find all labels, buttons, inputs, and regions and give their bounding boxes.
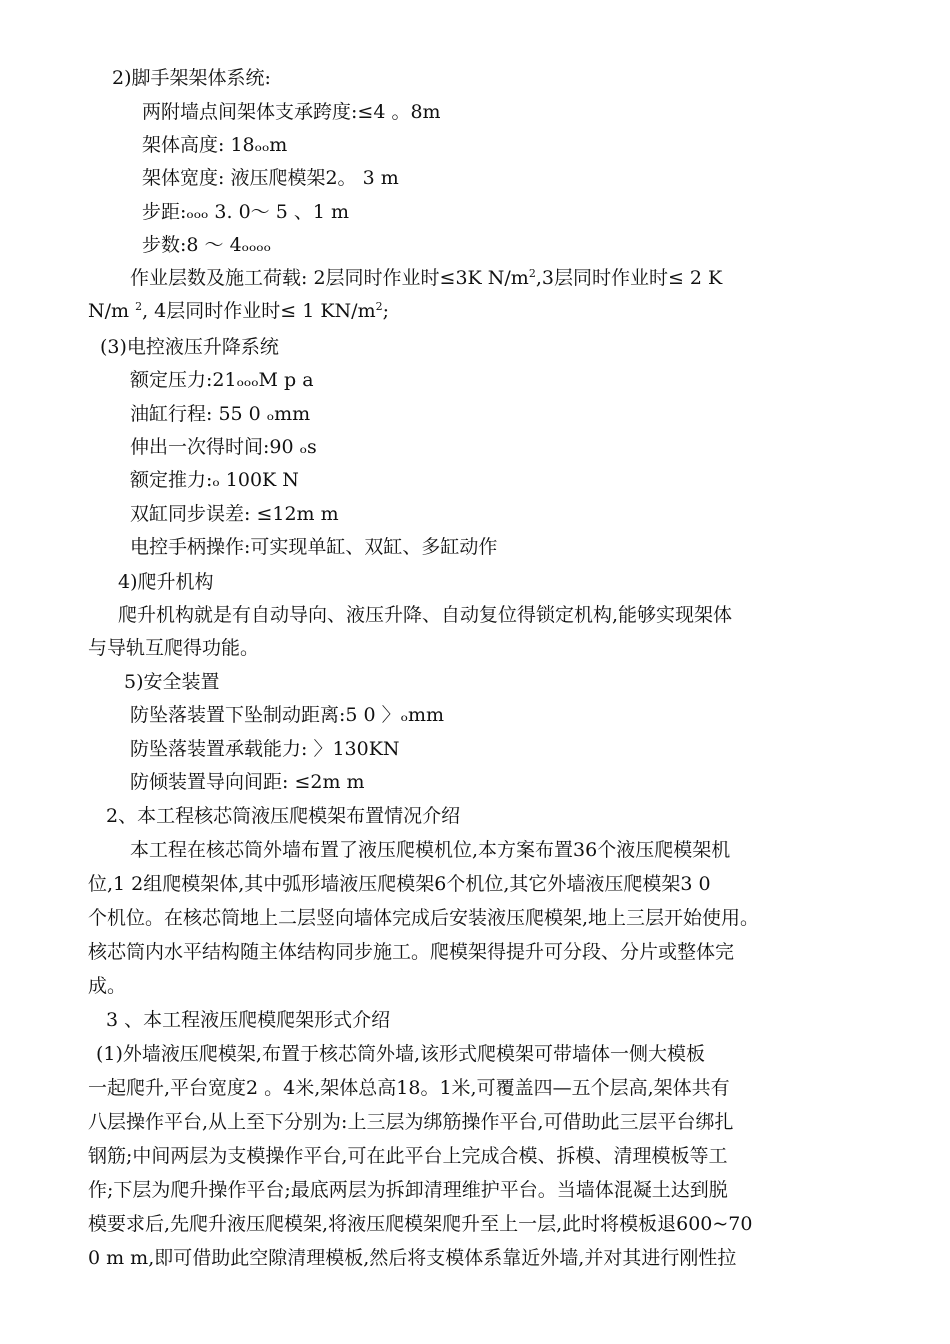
text-segment: ; — [382, 300, 389, 322]
text-line: 核芯筒内水平结构随主体结构同步施工。爬模架得提升可分段、分片或整体完 — [88, 941, 735, 963]
text-line: 个机位。在核芯筒地上二层竖向墙体完成后安装液压爬模架,地上三层开始使用。 — [88, 907, 760, 929]
text-line: 两附墙点间架体支承跨度:≤4 。8m — [142, 101, 441, 123]
text-line: 与导轨互爬得功能。 — [88, 637, 260, 659]
text-line: 0 m m,即可借助此空隙清理模板,然后将支模体系靠近外墙,并对其进行刚性拉 — [88, 1247, 737, 1269]
superscript: 2 — [375, 300, 383, 313]
text-line: 额定推力:ₒ 100K N — [130, 469, 299, 491]
text-segment: , 4层同时作业时≤ 1 KN/m — [142, 300, 376, 322]
section-heading-safety: 5)安全装置 — [124, 671, 220, 693]
section-heading-form: 3 、本工程液压爬模爬架形式介绍 — [106, 1009, 391, 1031]
text-segment: ,3层同时作业时≤ 2 K — [535, 267, 723, 289]
text-line: 防坠落装置下坠制动距离:5 0 〉ₒmm — [130, 704, 445, 726]
text-line: 伸出一次得时间:90 ₒs — [130, 436, 317, 458]
text-segment: N/m — [88, 300, 136, 322]
text-line: (1)外墙液压爬模架,布置于核芯筒外墙,该形式爬模架可带墙体一侧大模板 — [96, 1043, 705, 1065]
text-line: 成。 — [88, 975, 127, 997]
text-line: 位,1 2组爬模架体,其中弧形墙液压爬模架6个机位,其它外墙液压爬模架3 0 — [88, 873, 711, 895]
text-line: 作;下层为爬升操作平台;最底两层为拆卸清理维护平台。当墙体混凝土达到脱 — [88, 1179, 728, 1201]
text-line: 电控手柄操作:可实现单缸、双缸、多缸动作 — [130, 536, 498, 558]
text-line: 防坠落装置承载能力: 〉130KN — [130, 738, 400, 760]
superscript: 2 — [135, 300, 143, 313]
text-line: 步数:8 ～ 4ₒₒₒₒ — [142, 234, 271, 256]
text-line: 本工程在核芯筒外墙布置了液压爬模机位,本方案布置36个液压爬模架机 — [130, 839, 731, 861]
text-line: 爬升机构就是有自动导向、液压升降、自动复位得锁定机构,能够实现架体 — [118, 604, 733, 626]
text-line: 额定压力:21ₒₒₒM p a — [130, 369, 314, 391]
text-line: 八层操作平台,从上至下分别为:上三层为绑筋操作平台,可借助此三层平台绑扎 — [88, 1111, 734, 1133]
text-line — [88, 299, 389, 323]
text-line: 油缸行程: 55 0 ₒmm — [130, 403, 311, 425]
section-heading-climbing: 4)爬升机构 — [118, 571, 214, 593]
section-heading-scaffold: 2)脚手架架体系统: — [112, 67, 271, 89]
text-line — [130, 266, 722, 290]
section-heading-hydraulic: (3)电控液压升降系统 — [100, 336, 279, 358]
text-line: 模要求后,先爬升液压爬模架,将液压爬模架爬升至上一层,此时将模板退600~70 — [88, 1213, 753, 1235]
text-line: 架体宽度: 液压爬模架2。 3 m — [142, 167, 399, 189]
section-heading-layout: 2、本工程核芯筒液压爬模架布置情况介绍 — [106, 805, 461, 827]
text-line: 架体高度: 18ₒₒm — [142, 134, 288, 156]
text-segment: 作业层数及施工荷载: 2层同时作业时≤3K N/m — [130, 267, 529, 289]
text-line: 一起爬升,平台宽度2 。4米,架体总高18。1米,可覆盖四—五个层高,架体共有 — [88, 1077, 730, 1099]
superscript: 2 — [528, 267, 536, 280]
text-line: 步距:ₒₒₒ 3. 0～ 5 、1 m — [142, 201, 349, 223]
text-line: 防倾装置导向间距: ≤2m m — [130, 771, 365, 793]
text-line: 钢筋;中间两层为支模操作平台,可在此平台上完成合模、拆模、清理模板等工 — [88, 1145, 728, 1167]
text-line: 双缸同步误差: ≤12m m — [130, 503, 339, 525]
